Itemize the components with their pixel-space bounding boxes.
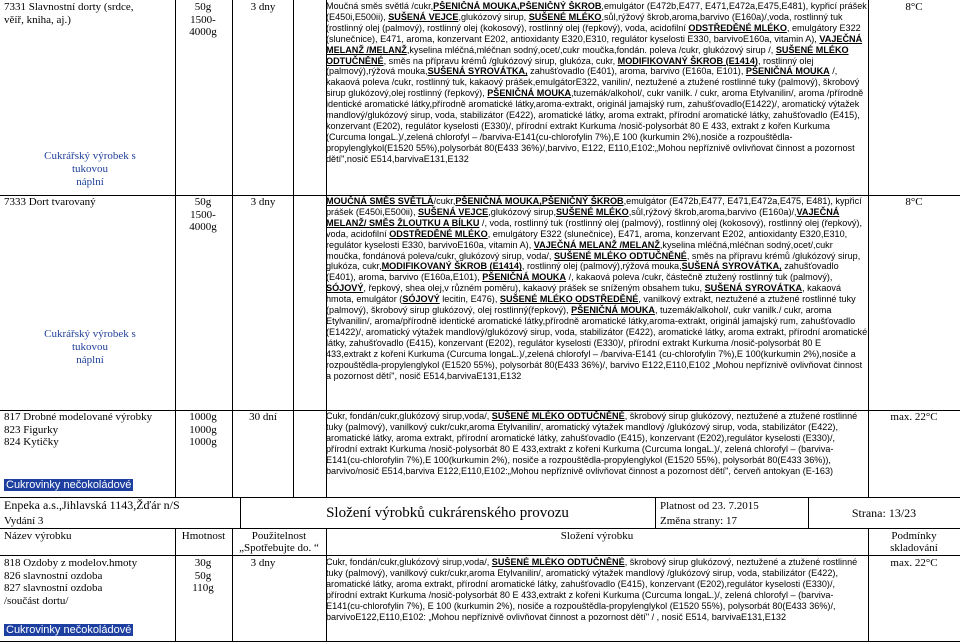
- header-composition: Složení výrobku: [560, 530, 634, 542]
- product-weight: 1000g 1000g 1000g: [189, 411, 217, 449]
- product-weight: 50g 1500- 4000g: [189, 196, 217, 234]
- company-address: Enpeka a.s.,Jihlavská 1143,Žďár n/S: [4, 498, 180, 512]
- page-change: Změna strany: 17: [660, 515, 737, 527]
- issue-number: Vydání 3: [4, 515, 44, 527]
- product-category: Cukrářský výrobek s tukovou náplní: [44, 328, 136, 366]
- header-bottom-line: [0, 555, 960, 556]
- product-ingredients: Cukr, fondán/cukr,glukózový sirup,voda/, SUŠENÉ MLÉKO ODTUČNĚNÉ, škrobový sirup glukózový, neztužené a ztužené rostlinné tuky (palmový), vanilkový cukr/cukr,aroma Etylvanilin/, aromatický výtažek mandlový /glukózový sirup, voda, stabilizátor (E422), aromatické látky, aroma extrakt, přírodní aromatické látky, zahušťovadlo (E415), konzervant (E202),regulátor kyselosti (E330)/, přírodní extrakt Kurkuma /nosič-polysorbát 80 E 433,extrakt z kořeni Kurkuma (Curcuma longaL.)/, zelená chlorofyl – (barviva-E141(cu-chlorofylin 7%), E 100 (kurkumin 2%), nosiče a rozpouštědla-propylenglykol (E1520 55%), polysorbát 80(E433 36%)/, barvivoE122,E110,E102: „Mohou nepříznivě ovlivňovat činnost a pozornost dětí" / , nosič E514, barvivaE131,E132: [326, 557, 858, 622]
- product-weight: 30g 50g 110g: [192, 557, 214, 595]
- product-name: 817 Drobné modelované výrobky 823 Figurky 824 Kytičky: [4, 411, 153, 449]
- product-ingredients: Cukr, fondán/cukr,glukózový sirup,voda/, SUŠENÉ MLÉKO ODTUČNĚNÉ, škrobový sirup glukózový, neztužené a ztužené rostlinné tuky (palmový), vanilkový cukr/cukr,aroma Etylvanilin/, aromatický výtažek mandlový /glukózový sirup, voda, stabilizátor (E422), aromatické látky, aroma extrakt, přírodní aromatické látky, zahušťovadlo (E415), konzervant (E202),regulátor kyselosti (E330)/, přírodní extrakt Kurkuma /nosič-polysorbát 80 E 433,extrakt z kořeni Kurkuma (Curcuma longaL.)/, zelená chlorofyl – (barviva-E141(cu-chlorofylin 7%),E 100(kurkumin 2%), nosiče a rozpouštědla-propylenglykol (E1520 55%), polysorbát 80(E433 36%)), barvivo/nosič E514,barviva E122,E110,E102:„Mohou nepříznivě ovlivňovat činnost a pozornost dětí", červeň antokyan (E-163): [326, 411, 858, 476]
- footer-line-b: [655, 497, 656, 528]
- header-storage: Podmínky skladování: [890, 530, 938, 554]
- product-category: Cukrovinky nečokoládové: [6, 624, 132, 636]
- product-name: 7333 Dort tvarovaný: [4, 196, 96, 208]
- product-weight: 50g 1500- 4000g: [189, 1, 217, 39]
- storage-temperature: max. 22°C: [890, 557, 938, 569]
- valid-from: Platnost od 23. 7.2015: [660, 500, 759, 512]
- product-shelf-life: 3 dny: [250, 1, 276, 13]
- col-line-3: [293, 0, 294, 497]
- product-shelf-life: 30 dní: [249, 411, 277, 423]
- product-ingredients: Moučná směs světlá /cukr,PŠENIČNÁ MOUKA,PŠENIČNÝ ŠKROB,emulgátor (E472b,E477, E471,E472a,E475,E481), kypřicí prášek (E450i,E500ii), SUŠENÁ VEJCE,glukózový sirup, SUŠENÉ MLÉKO,sůl,rýžový škrob,aroma,barvivo (E160a)/,voda, rostlinný tuk (rostlinný olej (palmový), rostlinný olej (kokosový), rostlinný olej (řepkový), voda, acidofilní ODSTŘEDĚNÉ MLÉKO, emulgátory E322 (slunečnice), E471, aroma, konzervant E202, antioxidanty E320,E310, regulátor kyselosti E330, barvivoE160a, vitamin A), VAJEČNÁ MELANŽ /MELANŽ,kyselina mléčná,mléčnan sodný,ocet/,cukr moučka,fondán. poleva /cukr, glukózový sirup /, SUŠENÉ MLÉKO ODTUČNĚNÉ, směs na přípravu krémů /glukózový sirup, glukóza, cukr, MODIFIKOVANÝ ŠKROB (E1414), rostlinný olej (palmový),rýžová mouka,SUŠENÁ SYROVÁTKA, zahušťovadlo (E401), aroma, barvivo (E160a, E101), PŠENIČNÁ MOUKA /, kakaová poleva /cukr, rostlinný tuk, kakaový prášek,emulgátorE322, vanilin/, neztužené a ztužené rostlinné tuky (palmový), škrobový sirup glukózový,olej rostlinný (řepkový), PŠENIČNÁ MOUKA,tuzemák/alkohol/, cukr vanilk. / cukr, aroma Etylvanilin/, aroma /přírodně identické aromatické látky,přírodně aromatické látky,aroma-extrakt, originál jamajský rum, zahušťovadlo(E1422)/, aromatický výtažek mandlový/glukózový sirup, voda, stabilizátor (E422), aromatické látky, aroma extrakt, přírodní aromatické látky, zahušťovadlo (E415), konzervant (E202), regulátor kyselosti (E330)/, přírodní extrakt Kurkuma /nosič-polysorbát 80 E 433, extrakt z kořen Kurkuma (Curcuma longaL.)/,zelená chlorofyl – /barviva-E141(cu-chlorofylin 7%),E 100 (kurkumin 2%),nosiče a rozpouštědla-propylenglykol(E1520 55%),polysorbát 80(E433 36%)/,barvivo, E122, E110,E102:„Mohou nepříznivě ovlivňovat činnost a pozornost dětí",nosič E514,barvivaE131,E132: [326, 1, 867, 164]
- storage-temperature: max. 22°C: [890, 411, 938, 423]
- page-number: Strana: 13/23: [851, 506, 917, 520]
- header-usability: Použitelnost „Spotřebujte do. “: [239, 530, 319, 554]
- product-name: 818 Ozdoby z modelov.hmoty 826 slavnostní ozdoba 827 slavnostní ozdoba /součást dortu/: [4, 557, 138, 607]
- product-category: Cukrovinky nečokoládové: [6, 479, 132, 491]
- document-title: Složení výrobků cukrárenského provozu: [326, 505, 569, 521]
- storage-temperature: 8°C: [905, 196, 923, 208]
- product-shelf-life: 3 dny: [250, 196, 276, 208]
- product-shelf-life: 3 dny: [250, 557, 276, 569]
- storage-temperature: 8°C: [905, 1, 923, 13]
- header-name: Název výrobku: [4, 530, 72, 542]
- product-name: 7331 Slavnostní dorty (srdce, věíř, kniha, aj.): [4, 1, 134, 26]
- product-category: Cukrářský výrobek s tukovou náplní: [44, 150, 136, 188]
- header-weight: Hmotnost: [181, 530, 226, 542]
- footer-divider: [0, 528, 960, 529]
- product-ingredients: MOUČNÁ SMĚS SVĚTLÁ/cukr,PŠENIČNÁ MOUKA,PŠENIČNÝ ŠKROB,emulgátor (E472b,E477, E471,E472a,E475, E481), kypřicí prášek (E450i,E500ii), SUŠENÁ VEJCE,glukózový sirup,SUŠENÉ MLÉKO,sůl,rýžový škrob,aroma,barvivo (E160a)/,VAJEČNÁ MELANŽ/ SMĚS ŽLOUTKU A BÍLKU /, voda, rostlinný tuk (rostlinný olej (palmový), rostlinný olej (kokosový), rostlinný olej (řepkový), voda, acidofilní ODSTŘEDĚNÉ MLÉKO, emulgátory E322 (slunečnice), E471, aroma, konzervant E202, antioxidanty E320,E310, regulátor kyselosti E330, barvivoE160a, vitamin A), VAJEČNÁ MELANŽ /MELANŽ,kyselina mléčná,mléčnan sodný,ocet/,cukr moučka, fondánová poleva/cukr, glukózový sirup, voda/, SUŠENÉ MLÉKO ODTUČNĚNÉ, směs na přípravu krémů /glukózový sirup, glukóza, cukr,MODIFIKOVANÝ ŠKROB (E1414), rostlinný olej (palmový),rýžová mouka,SUŠENÁ SYROVÁTKA, zahušťovadlo (E401), aroma, barvivo (E160a,E101), PŠENIČNÁ MOUKA /, kakaová poleva /cukr, částečně ztužený rostlinný tuk (palmový), SÓJOVÝ, řepkový, shea olej,v různém poměru), kakaový prášek se sníženým obsahem tuku, SUŠENÁ SYROVÁTKA, kakaová hmota, emulgátor (SÓJOVÝ lecitin, E476), SUŠENÉ MLÉKO ODSTŘEDĚNÉ, vanilkový extrakt, neztužené a ztužené rostlinné tuky (palmový), škrobový sirup glukózový, olej rostlinný(řepkový), PŠENIČNÁ MOUKA, tuzemák/alkohol/, cukr vanilk./ cukr, aroma Etylvanilin/, aroma/přírodně identické aromatické látky,přírodně aromatické látky,aroma-extrakt, originál jamajský rum, zahušťovadlo (E1422)/, aromatický výtažek mandlový/glukózový sirup, voda, stabilizátor (E422), aromatické látky, aroma extrakt, přírodní aromatické látky, zahušťovadlo (E415), konzervant (E202), regulátor kyselosti (E330)/, přírodní extrakt Kurkuma /nosič-polysorbát 80 E 433,extrakt z kořeni Kurkuma (Curcuma longaL.)/,zelená chlorofyl – /barviva-E141 (cu-chlorofylin 7%),E 100(kurkumin 2%),nosiče a rozpouštědla-propylenglykol (E1520 55%), polysorbát 80(E433 36%)/, barvivo E122,E110,E102 „Mohou nepříznivě ovlivňovat činnost a pozornost dětí", nosič E514,barvivaE131,E132: [326, 196, 868, 381]
